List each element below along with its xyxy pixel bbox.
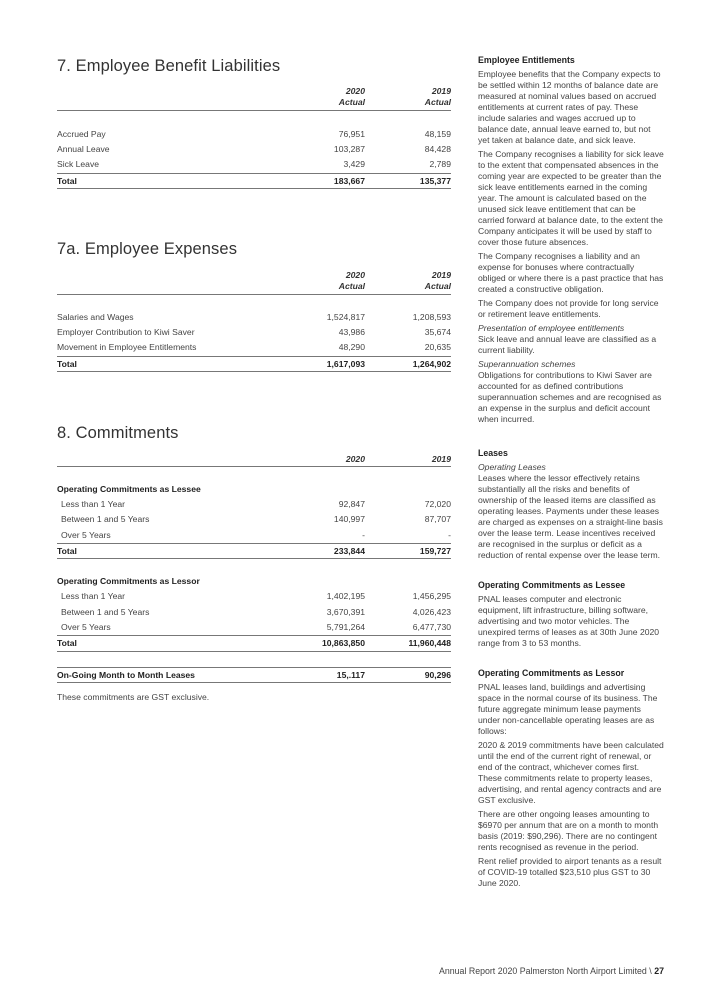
presentation-paragraph: Sick leave and annual leave are classified as a current liability. [478, 334, 657, 355]
table-row: Annual Leave 103,287 84,428 [57, 144, 451, 155]
table-row: Between 1 and 5 Years 140,997 87,707 [61, 514, 451, 525]
section-7-title: 7. Employee Benefit Liabilities [57, 57, 281, 75]
col-2020-header: 2020 [345, 454, 365, 464]
col-2019-header: 2019 [431, 454, 451, 464]
ongoing-leases-row: On-Going Month to Month Leases 15,.117 90,296 [57, 667, 451, 684]
lessor-paragraph: Rent relief provided to airport tenants as a result of COVID-19 totalled $23,510 plus GST to 30 June 2020. [478, 856, 662, 888]
page-footer [439, 966, 664, 976]
employee-benefit-liabilities-table [57, 86, 451, 189]
table-row: Movement in Employee Entitlements 48,290 20,635 [57, 342, 451, 353]
lessee-paragraph: PNAL leases computer and electronic equipment, lift infrastructure, billing software, advertising and two motor vehicles. The unexpired terms of leases as at 30th June 2020 range from 3 to 53 months. [478, 594, 660, 648]
table-row: Salaries and Wages 1,524,817 1,208,593 [57, 312, 451, 322]
employee-expenses-table [57, 270, 451, 372]
col-2019-header: 2019 Actual [424, 86, 451, 107]
lessor-paragraph: There are other ongoing leases amounting to $6970 per annum that are on a month to month basis (2019: $90,296). There are no contingent rents recognised as revenue in the period. [478, 809, 659, 852]
lessor-title: Operating Commitments as Lessor [478, 668, 625, 678]
gst-note: These commitments are GST exclusive. [57, 692, 210, 702]
table-row: Accrued Pay 76,951 48,159 [57, 129, 451, 139]
page-number: 27 [654, 966, 664, 976]
entitlements-paragraph: The Company recognises a liability and an expense for bonuses where contractually obliged or where there is a past practice that has created a constructive obligation. [478, 251, 664, 294]
lessor-paragraph: 2020 & 2019 commitments have been calculated until the end of the current right of renewal, or end of the contract, whichever comes first. These commitments relate to property leases, advertising, and rental agency contracts and are GST exclusive. [478, 740, 664, 805]
table-row: Employer Contribution to Kiwi Saver 43,986 35,674 [57, 327, 451, 338]
entitlements-paragraph: The Company does not provide for long service or retirement leave entitlements. [478, 298, 659, 319]
footer-text: Annual Report 2020 Palmerston North Airport Limited [439, 966, 647, 976]
leases-title: Leases [478, 448, 508, 458]
superannuation-subheading: Superannuation schemes [478, 359, 576, 369]
col-2020-header: 2020 Actual [338, 270, 365, 291]
operating-leases-subheading: Operating Leases [478, 462, 546, 472]
table-row: Over 5 Years - - [61, 529, 451, 540]
total-row: Total 10,863,850 11,960,448 [57, 635, 451, 652]
footer-separator: \ [649, 966, 652, 976]
table-row: Sick Leave 3,429 2,789 [57, 159, 451, 170]
lessor-paragraph: PNAL leases land, buildings and advertising space in the normal course of its business. The future aggregate minimum lease payments under non-cancellable operating leases are as follows: [478, 682, 658, 736]
table-row: Over 5 Years 5,791,264 6,477,730 [61, 621, 451, 632]
total-row: Total 183,667 135,377 [57, 173, 451, 190]
superannuation-paragraph: Obligations for contributions to Kiwi Saver are accounted for as defined contributions superannuation schemes and are recognised as an expense in the surplus and deficit account when incurred. [478, 370, 662, 424]
section-8-title: 8. Commitments [57, 424, 179, 442]
table-header [57, 86, 451, 111]
table-header [57, 270, 451, 295]
presentation-subheading: Presentation of employee entitlements [478, 323, 625, 333]
col-2020-header: 2020 Actual [338, 86, 365, 107]
lessee-heading: Operating Commitments as Lessee [57, 484, 201, 494]
table-row: Less than 1 Year 92,847 72,020 [61, 499, 451, 510]
entitlements-paragraph: The Company recognises a liability for sick leave to the extent that compensated absences in the coming year are expected to be greater than the sick leave entitlements earned in the coming year. The amount is calculated based on the unused sick leave entitlement that can be carried forward at balance date, to the extent the Company anticipates it will be used by staff to cover those future absences. [478, 149, 664, 247]
lessee-title: Operating Commitments as Lessee [478, 580, 626, 590]
table-row: Less than 1 Year 1,402,195 1,456,295 [61, 591, 451, 602]
commitments-table [57, 454, 451, 683]
col-2019-header: 2019 Actual [424, 270, 451, 291]
entitlements-paragraph: Employee benefits that the Company expects to be settled within 12 months of balance date are measured at nominal values based on accrued entitlements at current rates of pay. These include salaries and wages accrued up to balance date, annual leave earned to, but not yet taken at balance date, and sick leave. [478, 69, 661, 145]
table-row: Between 1 and 5 Years 3,670,391 4,026,423 [61, 606, 451, 617]
total-row: Total 1,617,093 1,264,902 [57, 356, 451, 373]
section-7a-title: 7a. Employee Expenses [57, 240, 238, 258]
lessor-heading: Operating Commitments as Lessor [57, 576, 200, 587]
total-row: Total 233,844 159,727 [57, 543, 451, 560]
operating-leases-paragraph: Leases where the lessor effectively retains substantially all the risks and benefits of ownership of the leased items are classified as operating leases. Payments under these leases are charged as expenses on a straight-line basis over the lease term. Lease incentives received are recognised in the surplus or deficit as a reduction of rental expense over the lease term. [478, 473, 663, 560]
table-header [57, 454, 451, 467]
employee-entitlements-title: Employee Entitlements [478, 55, 575, 65]
notes-column [478, 55, 664, 892]
